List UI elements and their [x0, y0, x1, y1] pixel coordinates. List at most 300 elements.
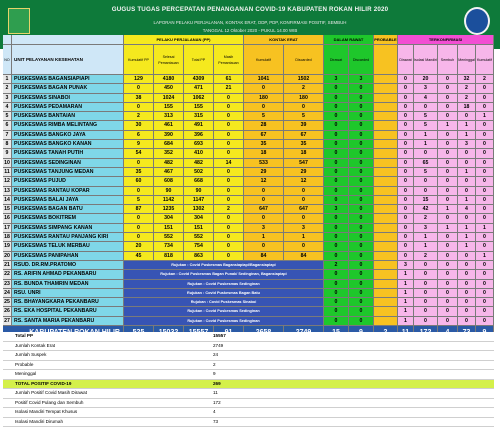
data-cell: 0 — [476, 149, 494, 158]
referral-note: Rujukan : Covid Puskesmas Sedinginan — [124, 307, 324, 316]
data-cell: 304 — [154, 214, 184, 223]
header-unit-label: UNIT PELAYANAN KESEHATAN — [12, 45, 124, 75]
data-cell: 0 — [476, 121, 494, 130]
data-cell: 0 — [414, 270, 438, 279]
data-cell: 0 — [458, 317, 476, 326]
data-cell — [374, 252, 398, 261]
data-cell: 20 — [124, 242, 154, 251]
data-cell: 0 — [476, 103, 494, 112]
data-cell: 0 — [324, 298, 349, 307]
data-cell: 0 — [398, 140, 414, 149]
data-cell: 1 — [244, 233, 284, 242]
row-number: 15 — [3, 205, 12, 214]
data-cell: 129 — [124, 75, 154, 84]
data-cell: 2 — [476, 75, 494, 84]
data-cell: 54 — [124, 149, 154, 158]
data-cell: 0 — [124, 103, 154, 112]
unit-name: PUSKESMAS BANGKO KANAN — [12, 140, 124, 149]
data-cell: 0 — [349, 159, 374, 168]
summary-panel — [3, 332, 494, 427]
data-cell: 1 — [458, 168, 476, 177]
data-cell: 0 — [324, 252, 349, 261]
data-cell: 1 — [398, 289, 414, 298]
data-cell: 1 — [458, 242, 476, 251]
data-cell: 1 — [458, 233, 476, 242]
data-cell: 0 — [476, 84, 494, 93]
summary-row — [3, 361, 494, 371]
summary-value: 172 — [213, 399, 221, 405]
data-cell: 0 — [324, 187, 349, 196]
data-cell: 1 — [284, 233, 324, 242]
report-title: GUGUS TUGAS PERCEPATAN PENANGANAN COVID-19 KABUPATEN ROKAN HILIR 2020 — [111, 6, 389, 13]
data-cell: 647 — [284, 205, 324, 214]
hospital-row — [3, 261, 494, 270]
data-cell: 0 — [414, 280, 438, 289]
data-cell: 818 — [154, 252, 184, 261]
data-cell: 0 — [438, 84, 458, 93]
row-number: 1 — [3, 75, 12, 84]
data-cell: 151 — [184, 224, 214, 233]
table-row — [3, 214, 494, 223]
data-cell: 0 — [398, 159, 414, 168]
data-cell: 0 — [476, 270, 494, 279]
data-cell: 0 — [438, 298, 458, 307]
data-cell: 0 — [476, 280, 494, 289]
referral-note: Rujukan : Covid Puskesmas Sedinginan — [124, 317, 324, 326]
data-cell: 0 — [214, 112, 244, 121]
data-cell: 0 — [476, 140, 494, 149]
data-cell: 0 — [349, 242, 374, 251]
table-row — [3, 196, 494, 205]
summary-row — [3, 399, 494, 409]
summary-row — [3, 389, 494, 399]
data-cell: 32 — [458, 75, 476, 84]
data-cell: 3 — [324, 75, 349, 84]
data-cell: 3 — [414, 84, 438, 93]
data-cell: 0 — [124, 214, 154, 223]
data-cell: 0 — [398, 84, 414, 93]
data-cell: 0 — [398, 131, 414, 140]
summary-value: 2749 — [213, 342, 224, 348]
hospital-name: RS. BUNDA THAMRIN MEDAN — [12, 280, 124, 289]
summary-value: 11 — [213, 390, 218, 395]
data-cell: 0 — [476, 233, 494, 242]
data-cell: 0 — [284, 103, 324, 112]
data-cell: 0 — [476, 205, 494, 214]
data-cell: 0 — [414, 298, 438, 307]
data-cell: 552 — [154, 233, 184, 242]
data-cell: 0 — [458, 214, 476, 223]
data-cell: 0 — [324, 317, 349, 326]
regency-logo-icon — [8, 8, 30, 34]
data-cell: 0 — [349, 252, 374, 261]
data-cell: 0 — [458, 298, 476, 307]
data-cell: 0 — [414, 317, 438, 326]
data-cell: 29 — [284, 168, 324, 177]
data-cell: 39 — [284, 121, 324, 130]
data-cell: 0 — [349, 280, 374, 289]
data-cell: 1 — [398, 307, 414, 316]
unit-name: PUSKESMAS PUJUD — [12, 177, 124, 186]
data-cell: 0 — [214, 233, 244, 242]
data-cell: 482 — [184, 159, 214, 168]
table-row — [3, 112, 494, 121]
unit-name: PUSKESMAS SINABOI — [12, 94, 124, 103]
covid-report-table — [3, 35, 494, 340]
data-cell: 0 — [324, 121, 349, 130]
data-cell: 0 — [398, 242, 414, 251]
data-cell: 0 — [349, 177, 374, 186]
unit-name: PUSKESMAS BOKITREM — [12, 214, 124, 223]
summary-label: Meninggal — [15, 371, 37, 376]
data-cell: 491 — [184, 121, 214, 130]
data-cell: 0 — [349, 168, 374, 177]
data-cell: 0 — [398, 168, 414, 177]
data-cell: 90 — [184, 187, 214, 196]
summary-value: 9 — [213, 371, 216, 376]
data-cell: 0 — [438, 168, 458, 177]
data-cell: 84 — [244, 252, 284, 261]
unit-name: PUSKESMAS SIMPANG KANAN — [12, 224, 124, 233]
data-cell: 18 — [244, 149, 284, 158]
data-cell: 0 — [214, 103, 244, 112]
summary-value: 73 — [213, 418, 219, 424]
data-cell: 1302 — [184, 205, 214, 214]
unit-name: PUSKESMAS PANIPAHAN — [12, 252, 124, 261]
data-cell — [374, 75, 398, 84]
data-cell: 1 — [438, 205, 458, 214]
data-cell — [374, 149, 398, 158]
data-cell: 38 — [124, 94, 154, 103]
data-cell: 5 — [414, 168, 438, 177]
data-cell: 0 — [438, 131, 458, 140]
data-cell: 1 — [398, 270, 414, 279]
data-cell: 471 — [184, 84, 214, 93]
unit-name: PUSKESMAS SEDINGINAN — [12, 159, 124, 168]
data-cell: 67 — [244, 131, 284, 140]
data-cell: 0 — [458, 112, 476, 121]
table-row — [3, 149, 494, 158]
row-number: 14 — [3, 196, 12, 205]
data-cell: 0 — [324, 242, 349, 251]
table-row — [3, 187, 494, 196]
data-cell: 1024 — [154, 94, 184, 103]
unit-name: PUSKESMAS BALAI JAYA — [12, 196, 124, 205]
data-cell: 151 — [154, 224, 184, 233]
data-cell: 1 — [414, 233, 438, 242]
summary-value: 2 — [213, 361, 216, 367]
data-cell: 754 — [184, 242, 214, 251]
table-group-header — [3, 35, 494, 45]
data-cell: 1142 — [154, 196, 184, 205]
data-cell: 0 — [214, 196, 244, 205]
data-cell: 0 — [414, 177, 438, 186]
table-row — [3, 131, 494, 140]
data-cell: 0 — [414, 289, 438, 298]
data-cell: 5 — [284, 112, 324, 121]
header-tk-kumulatif: Kumulatif — [476, 45, 494, 75]
data-cell: 4180 — [154, 75, 184, 84]
data-cell: 87 — [124, 205, 154, 214]
data-cell — [374, 261, 398, 270]
unit-name: PUSKESMAS TANAH PUTIH — [12, 149, 124, 158]
header-no — [3, 35, 12, 45]
data-cell: 0 — [214, 168, 244, 177]
table-row — [3, 159, 494, 168]
data-cell: 0 — [476, 94, 494, 103]
data-cell: 1 — [414, 131, 438, 140]
data-cell: 0 — [349, 149, 374, 158]
data-cell: 65 — [414, 159, 438, 168]
header-ke-kumulatif: Kumulatif — [244, 45, 284, 75]
row-number: 10 — [3, 159, 12, 168]
row-number: 11 — [3, 168, 12, 177]
data-cell: 1 — [458, 121, 476, 130]
data-cell: 1062 — [184, 94, 214, 103]
data-cell: 0 — [476, 289, 494, 298]
data-cell: 0 — [398, 94, 414, 103]
data-cell: 1 — [476, 112, 494, 121]
data-cell: 0 — [349, 224, 374, 233]
data-cell: 0 — [398, 112, 414, 121]
data-cell: 0 — [324, 140, 349, 149]
table-column-header — [3, 45, 494, 75]
data-cell: 0 — [349, 121, 374, 130]
data-cell — [374, 298, 398, 307]
row-number: 24 — [3, 289, 12, 298]
data-cell — [374, 224, 398, 233]
data-cell: 1 — [476, 224, 494, 233]
hospital-name: RS. EKA HOSPITAL PEKANBARU — [12, 307, 124, 316]
data-cell: 0 — [398, 224, 414, 233]
data-cell: 0 — [438, 270, 458, 279]
data-cell — [374, 112, 398, 121]
unit-name: PUSKESMAS RANTAU PANJANG KIRI — [12, 233, 124, 242]
data-cell: 3 — [458, 140, 476, 149]
row-number: 17 — [3, 224, 12, 233]
hospital-row — [3, 270, 494, 279]
data-cell: 0 — [438, 233, 458, 242]
data-cell: 35 — [284, 140, 324, 149]
data-cell: 5 — [124, 196, 154, 205]
data-cell: 61 — [214, 75, 244, 84]
unit-name: PUSKESMAS BAGAN BATU — [12, 205, 124, 214]
row-number: 22 — [3, 270, 12, 279]
data-cell: 0 — [244, 84, 284, 93]
data-cell: 0 — [324, 168, 349, 177]
header-pp-total: Total PP — [184, 45, 214, 75]
data-cell: 2 — [124, 112, 154, 121]
data-cell: 0 — [349, 270, 374, 279]
data-cell: 2 — [414, 214, 438, 223]
data-cell — [374, 168, 398, 177]
data-cell: 5 — [414, 112, 438, 121]
data-cell: 0 — [458, 289, 476, 298]
data-cell: 18 — [458, 103, 476, 112]
data-cell: 180 — [244, 94, 284, 103]
table-row — [3, 168, 494, 177]
table-row — [3, 205, 494, 214]
header-dr-dirawat: Dirawat — [324, 45, 349, 75]
group-dalam-rawat: DALAM RAWAT — [324, 35, 374, 45]
header-pp-kumulatif: Kumulatif PP — [124, 45, 154, 75]
data-cell: 0 — [324, 233, 349, 242]
summary-label: Jumlah Kontak Erat — [15, 342, 56, 348]
data-cell: 0 — [476, 317, 494, 326]
data-cell: 0 — [414, 149, 438, 158]
data-cell: 0 — [349, 112, 374, 121]
data-cell: 0 — [438, 214, 458, 223]
data-cell: 0 — [349, 307, 374, 316]
row-number: 4 — [3, 103, 12, 112]
unit-name: PUSKESMAS RIMBA MELINTANG — [12, 121, 124, 130]
data-cell: 2 — [458, 94, 476, 103]
data-cell: 6 — [124, 131, 154, 140]
data-cell: 0 — [214, 140, 244, 149]
hospital-name: RSUD. DR.RM.PRATOMO — [12, 261, 124, 270]
data-cell: 1 — [414, 140, 438, 149]
data-cell: 0 — [438, 149, 458, 158]
unit-name: PUSKESMAS PEDAMARAN — [12, 103, 124, 112]
summary-label: Total PP — [15, 333, 34, 338]
row-number: 21 — [3, 261, 12, 270]
data-cell: 533 — [244, 159, 284, 168]
data-cell: 5 — [244, 112, 284, 121]
data-cell: 155 — [184, 103, 214, 112]
data-cell: 0 — [458, 252, 476, 261]
data-cell: 0 — [398, 177, 414, 186]
data-cell: 0 — [284, 214, 324, 223]
summary-label: Isolasi Mandiri Dirumah — [15, 418, 63, 424]
data-cell: 0 — [349, 131, 374, 140]
data-cell: 0 — [324, 214, 349, 223]
data-cell: 0 — [349, 187, 374, 196]
data-cell: 0 — [349, 298, 374, 307]
data-cell: 0 — [414, 307, 438, 316]
data-cell: 9 — [124, 140, 154, 149]
data-cell: 0 — [398, 149, 414, 158]
data-cell: 20 — [414, 75, 438, 84]
row-number: 3 — [3, 94, 12, 103]
data-cell: 0 — [476, 168, 494, 177]
data-cell: 0 — [476, 214, 494, 223]
summary-row — [3, 342, 494, 352]
data-cell: 1147 — [184, 196, 214, 205]
summary-label: Positif Covid Pulang dan Sembuh — [15, 399, 84, 405]
data-cell: 3 — [349, 75, 374, 84]
data-cell: 647 — [244, 205, 284, 214]
data-cell: 0 — [458, 307, 476, 316]
summary-label: Jumlah Suspek — [15, 352, 47, 357]
data-cell — [374, 187, 398, 196]
unit-name: PUSKESMAS BANTAIAN — [12, 112, 124, 121]
data-cell: 1 — [414, 242, 438, 251]
data-cell: 5 — [414, 121, 438, 130]
data-cell: 0 — [124, 159, 154, 168]
data-cell — [374, 177, 398, 186]
data-cell: 0 — [349, 233, 374, 242]
data-cell: 0 — [349, 205, 374, 214]
header-tk-meninggal: Meninggal — [458, 45, 476, 75]
data-cell: 0 — [438, 75, 458, 84]
hospital-row — [3, 307, 494, 316]
data-cell: 30 — [124, 121, 154, 130]
unit-name: PUSKESMAS TANJUNG MEDAN — [12, 168, 124, 177]
data-cell: 60 — [124, 177, 154, 186]
data-cell: 0 — [438, 187, 458, 196]
hospital-row — [3, 317, 494, 326]
table-row — [3, 103, 494, 112]
data-cell: 0 — [324, 94, 349, 103]
data-cell: 0 — [324, 84, 349, 93]
data-cell: 28 — [244, 121, 284, 130]
data-cell: 3 — [398, 261, 414, 270]
data-cell: 396 — [184, 131, 214, 140]
unit-name: PUSKESMAS BAGAN PUNAK — [12, 84, 124, 93]
data-cell: 0 — [214, 187, 244, 196]
data-cell: 1502 — [284, 75, 324, 84]
group-probable: PROBABLE — [374, 35, 398, 45]
data-cell: 0 — [476, 307, 494, 316]
data-cell: 0 — [324, 280, 349, 289]
data-cell: 0 — [476, 261, 494, 270]
data-cell: 313 — [154, 112, 184, 121]
data-cell: 4309 — [184, 75, 214, 84]
data-cell: 0 — [324, 149, 349, 158]
data-cell: 3 — [284, 224, 324, 233]
summary-row — [3, 418, 494, 428]
data-cell: 12 — [284, 177, 324, 186]
data-cell — [374, 242, 398, 251]
data-cell: 12 — [244, 177, 284, 186]
data-cell: 0 — [284, 187, 324, 196]
summary-value: 15557 — [213, 333, 226, 338]
summary-value: 24 — [213, 352, 219, 357]
data-cell: 42 — [414, 205, 438, 214]
data-cell — [374, 289, 398, 298]
data-cell: 2 — [414, 252, 438, 261]
data-cell: 0 — [124, 187, 154, 196]
unit-name: PUSKESMAS BANGKO JAYA — [12, 131, 124, 140]
data-cell — [374, 307, 398, 316]
data-cell: 0 — [324, 112, 349, 121]
data-cell: 84 — [284, 252, 324, 261]
data-cell: 0 — [398, 121, 414, 130]
data-cell: 1235 — [154, 205, 184, 214]
data-cell: 0 — [214, 242, 244, 251]
data-cell — [374, 233, 398, 242]
data-cell: 0 — [398, 196, 414, 205]
row-number: 27 — [3, 317, 12, 326]
data-cell: 0 — [324, 159, 349, 168]
data-cell: 0 — [438, 242, 458, 251]
data-cell — [374, 196, 398, 205]
data-cell: 547 — [284, 159, 324, 168]
data-cell: 0 — [458, 149, 476, 158]
data-cell: 0 — [438, 196, 458, 205]
row-number: 7 — [3, 131, 12, 140]
data-cell: 0 — [124, 224, 154, 233]
taskforce-logo-icon — [464, 7, 490, 35]
data-cell: 0 — [458, 187, 476, 196]
header-tk-isolasi: Isolasi Mandiri — [414, 45, 438, 75]
data-cell — [374, 140, 398, 149]
data-cell: 0 — [476, 187, 494, 196]
referral-note: Rujukan : Covid Puskesmas Sedinginan — [124, 280, 324, 289]
data-cell: 0 — [324, 289, 349, 298]
data-cell: 0 — [476, 177, 494, 186]
data-cell: 0 — [244, 196, 284, 205]
